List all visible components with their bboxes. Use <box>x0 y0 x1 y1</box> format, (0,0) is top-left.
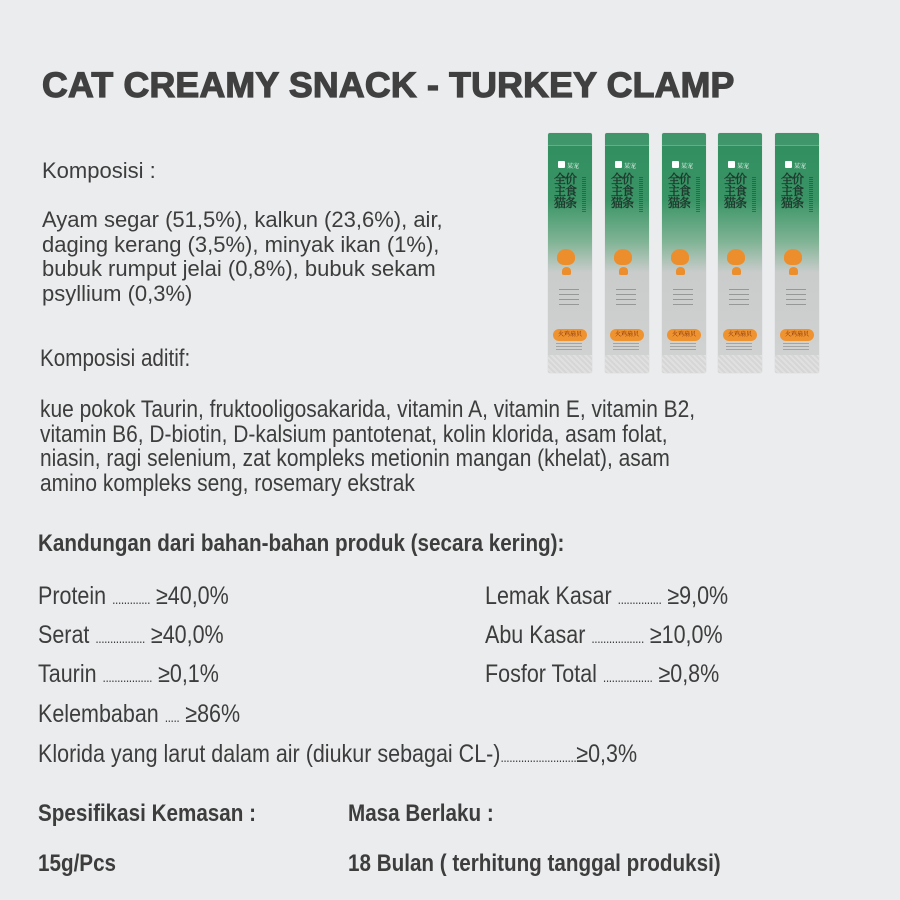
leader-dots: .......................... <box>500 749 577 765</box>
composition-line: Ayam segar (51,5%), kalkun (23,6%), air, <box>42 207 443 232</box>
sachet <box>775 133 819 373</box>
nutrition-row-abu-kasar <box>485 621 723 650</box>
shell-icon <box>562 267 571 275</box>
sachet-flavor-badge: 火鸡扇贝 <box>667 329 701 341</box>
sachet-flavor-badge: 火鸡扇贝 <box>610 329 644 341</box>
nutrient-value: ≥40,0% <box>155 582 229 610</box>
turkey-icon <box>784 249 802 265</box>
product-image <box>546 133 826 375</box>
shelf-life-label: Masa Berlaku : <box>348 800 494 827</box>
nutrient-value: ≥0,1% <box>158 660 219 688</box>
brand-logo-icon <box>672 161 679 168</box>
sachet-name: 全价主食猫条 <box>781 172 804 210</box>
sachet-flavor-badge: 火鸡扇贝 <box>780 329 814 341</box>
composition-text <box>42 208 532 306</box>
nutrient-value: ≥40,0% <box>150 621 224 649</box>
nutrient-name: Taurin <box>38 660 97 688</box>
sachet-flavor-badge: 火鸡扇贝 <box>723 329 757 341</box>
nutrient-name: Lemak Kasar <box>485 582 612 610</box>
leader-dots: ................. <box>602 669 653 685</box>
sachet-brand: 某宠 <box>794 164 807 170</box>
sachet <box>548 133 592 373</box>
sachet-name: 全价主食猫条 <box>554 172 577 210</box>
leader-dots: ..... <box>164 709 180 725</box>
nutrient-value: ≥10,0% <box>649 621 723 649</box>
sachet-brand: 某宠 <box>737 164 750 170</box>
leader-dots: .................. <box>591 630 644 646</box>
additives-line: kue pokok Taurin, fruktooligosakarida, vitamin A, vitamin E, vitamin B2, <box>40 396 696 423</box>
nutrition-title: Kandungan dari bahan-bahan produk (secara kering): <box>38 530 565 557</box>
turkey-icon <box>614 249 632 265</box>
nutrient-name: Fosfor Total <box>485 660 597 688</box>
shell-icon <box>789 267 798 275</box>
additives-label: Komposisi aditif: <box>40 345 191 372</box>
sachet-name: 全价主食猫条 <box>611 172 634 210</box>
brand-logo-icon <box>728 161 735 168</box>
nutrient-value: ≥9,0% <box>667 582 729 610</box>
nutrient-name: Klorida yang larut dalam air (diukur sebagai CL-) <box>38 740 501 768</box>
packaging-value: 15g/Pcs <box>38 850 117 877</box>
sachet-name: 全价主食猫条 <box>724 172 747 210</box>
nutrition-row-fosfor-total <box>485 660 719 689</box>
nutrition-row-lemak-kasar <box>485 582 728 611</box>
additives-text <box>40 398 806 496</box>
leader-dots: ............... <box>617 591 662 607</box>
turkey-icon <box>727 249 745 265</box>
additives-line: amino kompleks seng, rosemary ekstrak <box>40 469 415 497</box>
nutrient-name: Abu Kasar <box>485 621 586 649</box>
turkey-icon <box>557 249 575 265</box>
sachet-brand: 某宠 <box>567 164 580 170</box>
nutrient-name: Protein <box>38 582 107 610</box>
nutrition-row-kelembaban <box>38 700 240 729</box>
sachet <box>605 133 649 373</box>
composition-label: Komposisi : <box>42 158 156 183</box>
sachet <box>662 133 706 373</box>
nutrient-name: Serat <box>38 621 90 649</box>
nutrient-name: Kelembaban <box>38 700 159 728</box>
packaging-label: Spesifikasi Kemasan : <box>38 800 256 827</box>
sachet <box>718 133 762 373</box>
shell-icon <box>732 267 741 275</box>
shell-icon <box>676 267 685 275</box>
sachet-flavor-badge: 火鸡扇贝 <box>553 329 587 341</box>
sachet-brand: 某宠 <box>681 164 694 170</box>
brand-logo-icon <box>615 161 622 168</box>
leader-dots: ............. <box>112 591 151 607</box>
nutrition-row-protein <box>38 582 229 611</box>
additives-line: niasin, ragi selenium, zat kompleks metionin mangan (khelat), asam <box>40 445 670 472</box>
composition-line: daging kerang (3,5%), minyak ikan (1%), <box>42 231 440 257</box>
nutrition-row-taurin <box>38 660 219 689</box>
composition-line: bubuk rumput jelai (0,8%), bubuk sekam <box>42 256 436 281</box>
shelf-life-value: 18 Bulan ( terhitung tanggal produksi) <box>348 850 721 877</box>
brand-logo-icon <box>558 161 565 168</box>
turkey-icon <box>671 249 689 265</box>
brand-logo-icon <box>785 161 792 168</box>
shell-icon <box>619 267 628 275</box>
nutrition-row-serat <box>38 621 224 650</box>
nutrition-row-klorida <box>38 740 637 769</box>
sachet-brand: 某宠 <box>624 164 637 170</box>
nutrient-value: ≥0,3% <box>576 740 638 768</box>
additives-line: vitamin B6, D-biotin, D-kalsium pantotenat, kolin klorida, asam folat, <box>40 420 668 448</box>
leader-dots: ................. <box>102 669 153 685</box>
composition-line: psyllium (0,3%) <box>42 280 193 306</box>
product-title: CAT CREAMY SNACK - TURKEY CLAMP <box>42 66 735 105</box>
nutrient-value: ≥0,8% <box>658 660 720 688</box>
nutrient-value: ≥86% <box>185 700 241 728</box>
sachet-name: 全价主食猫条 <box>668 172 691 210</box>
leader-dots: ................. <box>95 630 145 646</box>
